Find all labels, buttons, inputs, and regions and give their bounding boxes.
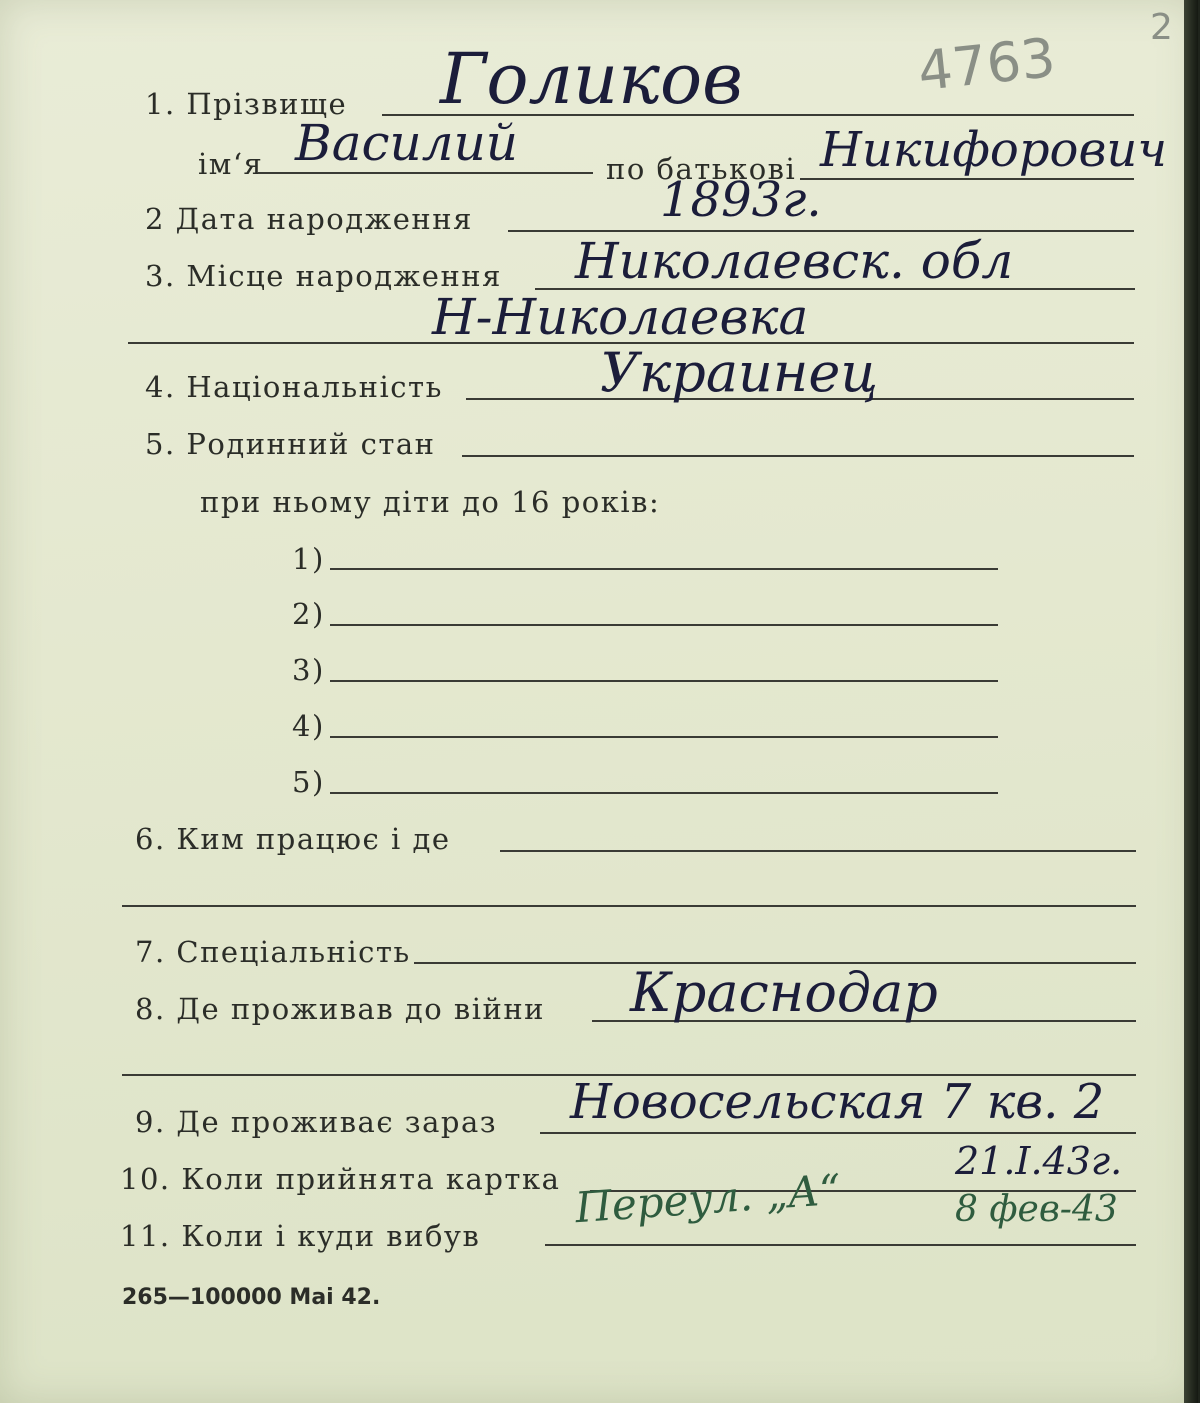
departure-label: 11. Коли і куди вибув	[120, 1219, 481, 1253]
workplace-label: 6. Ким працює і де	[135, 822, 451, 856]
child-4-line[interactable]	[330, 736, 998, 738]
current-residence-entry: Новосельская 7 кв. 2	[570, 1074, 1105, 1130]
child-2-label: 2)	[292, 597, 325, 631]
surname-label: 1. Прізвище	[145, 87, 348, 121]
departure-date-entry: 8 фев-43	[955, 1189, 1118, 1230]
workplace-line-2[interactable]	[122, 905, 1136, 907]
birthplace-entry-1: Николаевск. обл	[575, 232, 1014, 290]
print-code: 265—100000 Mai 42.	[122, 1285, 381, 1310]
prewar-residence-label: 8. Де проживав до війни	[135, 992, 545, 1026]
first-name-line[interactable]	[258, 172, 593, 174]
patronymic-line[interactable]	[800, 178, 1134, 180]
card-accepted-entry: 21.I.43г.	[955, 1139, 1123, 1183]
workplace-line-1[interactable]	[500, 850, 1136, 852]
child-5-label: 5)	[292, 765, 325, 799]
departure-place-entry: Переул. „А“	[573, 1164, 843, 1233]
birthplace-label: 3. Місце народження	[145, 259, 502, 293]
corner-mark: 2	[1150, 7, 1173, 48]
departure-line[interactable]	[545, 1244, 1136, 1246]
prewar-residence-entry: Краснодар	[630, 961, 938, 1024]
child-2-line[interactable]	[330, 624, 998, 626]
child-1-line[interactable]	[330, 568, 998, 570]
child-5-line[interactable]	[330, 792, 998, 794]
surname-entry: Голиков	[440, 38, 743, 120]
speciality-label: 7. Спеціальність	[135, 935, 411, 969]
card-accepted-label: 10. Коли прийнята картка	[120, 1162, 561, 1196]
children-label: при ньому діти до 16 років:	[200, 485, 661, 519]
card-edge-shadow	[1184, 0, 1198, 1403]
archive-number: 4763	[915, 25, 1059, 104]
nationality-label: 4. Національність	[145, 370, 443, 404]
current-residence-line[interactable]	[540, 1132, 1136, 1134]
marital-status-label: 5. Родинний стан	[145, 427, 436, 461]
marital-status-line[interactable]	[462, 455, 1134, 457]
birth-date-entry: 1893г.	[660, 172, 822, 228]
nationality-entry: Украинец	[600, 341, 879, 404]
birth-date-label: 2 Дата народження	[145, 202, 473, 236]
birthplace-entry-2: Н-Николаевка	[432, 288, 809, 346]
first-name-label: ім‘я	[198, 147, 264, 181]
patronymic-label: по батькові	[606, 152, 797, 186]
first-name-entry: Василий	[295, 114, 518, 172]
child-3-label: 3)	[292, 653, 325, 687]
current-residence-label: 9. Де проживає зараз	[135, 1105, 498, 1139]
patronymic-entry: Никифорович	[820, 122, 1168, 178]
child-1-label: 1)	[292, 542, 325, 576]
child-4-label: 4)	[292, 709, 325, 743]
child-3-line[interactable]	[330, 680, 998, 682]
